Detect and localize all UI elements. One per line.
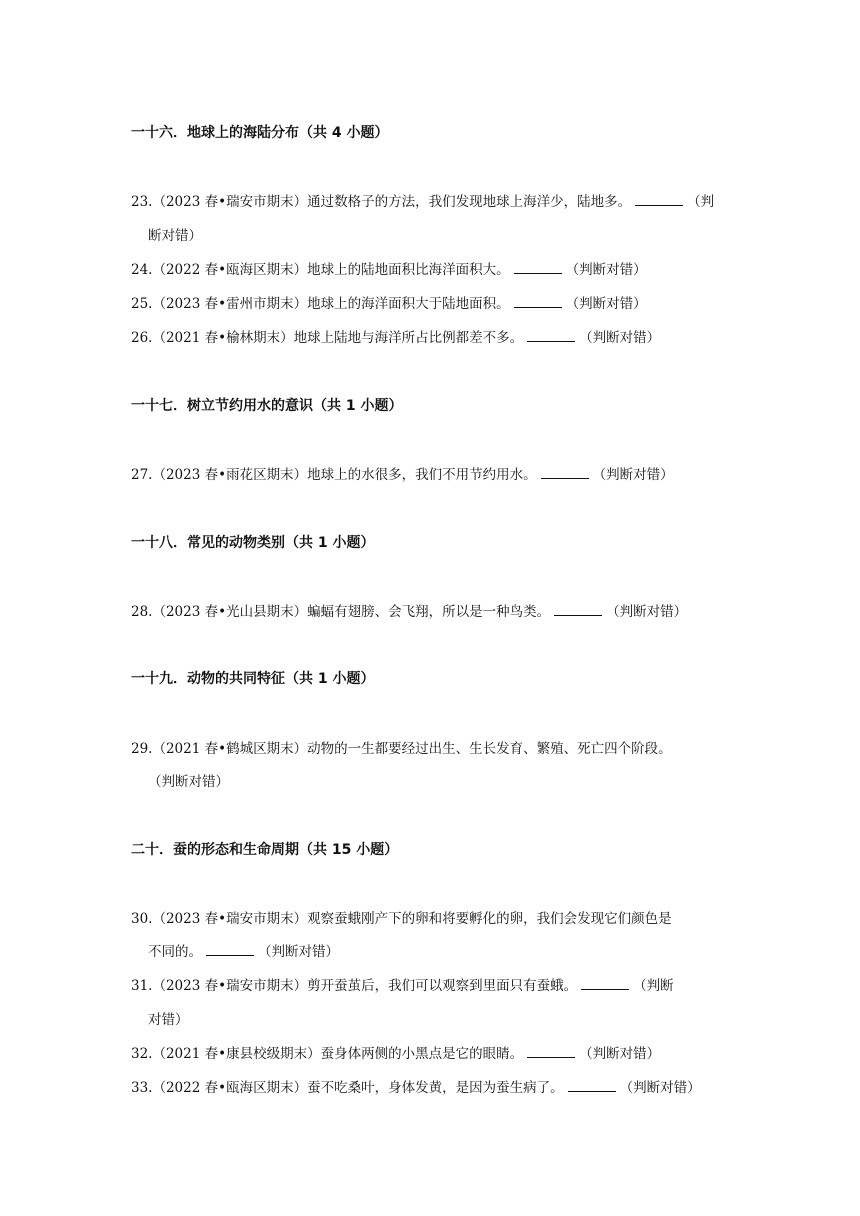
- answer-blank[interactable]: [206, 943, 254, 956]
- question-suffix: （判断对错）: [579, 1046, 661, 1062]
- question-text: 26.（2021 春•榆林期末）地球上陆地与海洋所占比例都差不多。: [131, 330, 524, 346]
- question-text: 25.（2023 春•雷州市期末）地球上的海洋面积大于陆地面积。: [131, 296, 510, 312]
- question-32: [131, 1042, 660, 1062]
- question-29-line-2: [148, 770, 229, 790]
- question-text: 33.（2022 春•瓯海区期末）蚕不吃桑叶，身体发黄，是因为蚕生病了。: [131, 1080, 564, 1096]
- question-suffix: （判断对错）: [258, 944, 339, 960]
- answer-blank[interactable]: [527, 329, 575, 342]
- answer-blank[interactable]: [635, 193, 683, 206]
- question-26: [131, 326, 660, 346]
- question-suffix: （判断对错）: [579, 330, 661, 346]
- question-suffix: （判: [687, 194, 715, 210]
- question-27: [131, 463, 674, 483]
- question-23-line-1: [131, 190, 714, 210]
- answer-blank[interactable]: [554, 603, 602, 616]
- section-heading-18: 一十八．常见的动物类别（共 1 小题）: [131, 535, 375, 551]
- question-25: [131, 292, 647, 312]
- section-heading-20: 二十．蚕的形态和生命周期（共 15 小题）: [131, 842, 399, 858]
- question-suffix: （判断: [633, 978, 674, 994]
- section-heading-19: 一十九．动物的共同特征（共 1 小题）: [131, 671, 375, 687]
- question-31-line-2: 对错）: [148, 1012, 189, 1028]
- question-33: [131, 1076, 701, 1096]
- question-text: 不同的。: [148, 944, 202, 960]
- answer-blank[interactable]: [514, 261, 562, 274]
- question-text: 27.（2023 春•雨花区期末）地球上的水很多，我们不用节约用水。: [131, 467, 537, 483]
- question-31-line-1: [131, 974, 674, 994]
- question-29-line-1: 29.（2021 春•鹤城区期末）动物的一生都要经过出生、生长发育、繁殖、死亡四个阶段。: [131, 741, 672, 757]
- question-suffix: （判断对错）: [148, 774, 229, 790]
- question-28: [131, 600, 687, 620]
- question-text: 32.（2021 春•康县校级期末）蚕身体两侧的小黑点是它的眼睛。: [131, 1046, 524, 1062]
- question-text: 23.（2023 春•瑞安市期末）通过数格子的方法，我们发现地球上海洋少，陆地多。: [131, 194, 632, 210]
- question-suffix: （判断对错）: [565, 262, 647, 278]
- section-heading-17: 一十七．树立节约用水的意识（共 1 小题）: [131, 398, 403, 414]
- question-text: 28.（2023 春•光山县期末）蝙蝠有翅膀、会飞翔，所以是一种鸟类。: [131, 604, 551, 620]
- question-suffix: （判断对错）: [619, 1080, 701, 1096]
- question-30-line-2: [148, 940, 339, 960]
- question-suffix: （判断对错）: [565, 296, 647, 312]
- answer-blank[interactable]: [541, 466, 589, 479]
- question-text: 24.（2022 春•瓯海区期末）地球上的陆地面积比海洋面积大。: [131, 262, 510, 278]
- question-suffix: （判断对错）: [606, 604, 688, 620]
- question-text: 31.（2023 春•瑞安市期末）剪开蚕茧后，我们可以观察到里面只有蚕蛾。: [131, 978, 578, 994]
- section-heading-16: 一十六．地球上的海陆分布（共 4 小题）: [131, 125, 389, 141]
- answer-blank[interactable]: [527, 1045, 575, 1058]
- answer-blank[interactable]: [581, 977, 629, 990]
- question-30-line-1: 30.（2023 春•瑞安市期末）观察蚕蛾刚产下的卵和将要孵化的卵，我们会发现它们颜色是: [131, 911, 672, 927]
- question-24: [131, 258, 647, 278]
- question-suffix: （判断对错）: [592, 467, 674, 483]
- question-23-line-2: 断对错）: [148, 228, 202, 244]
- answer-blank[interactable]: [514, 295, 562, 308]
- answer-blank[interactable]: [568, 1079, 616, 1092]
